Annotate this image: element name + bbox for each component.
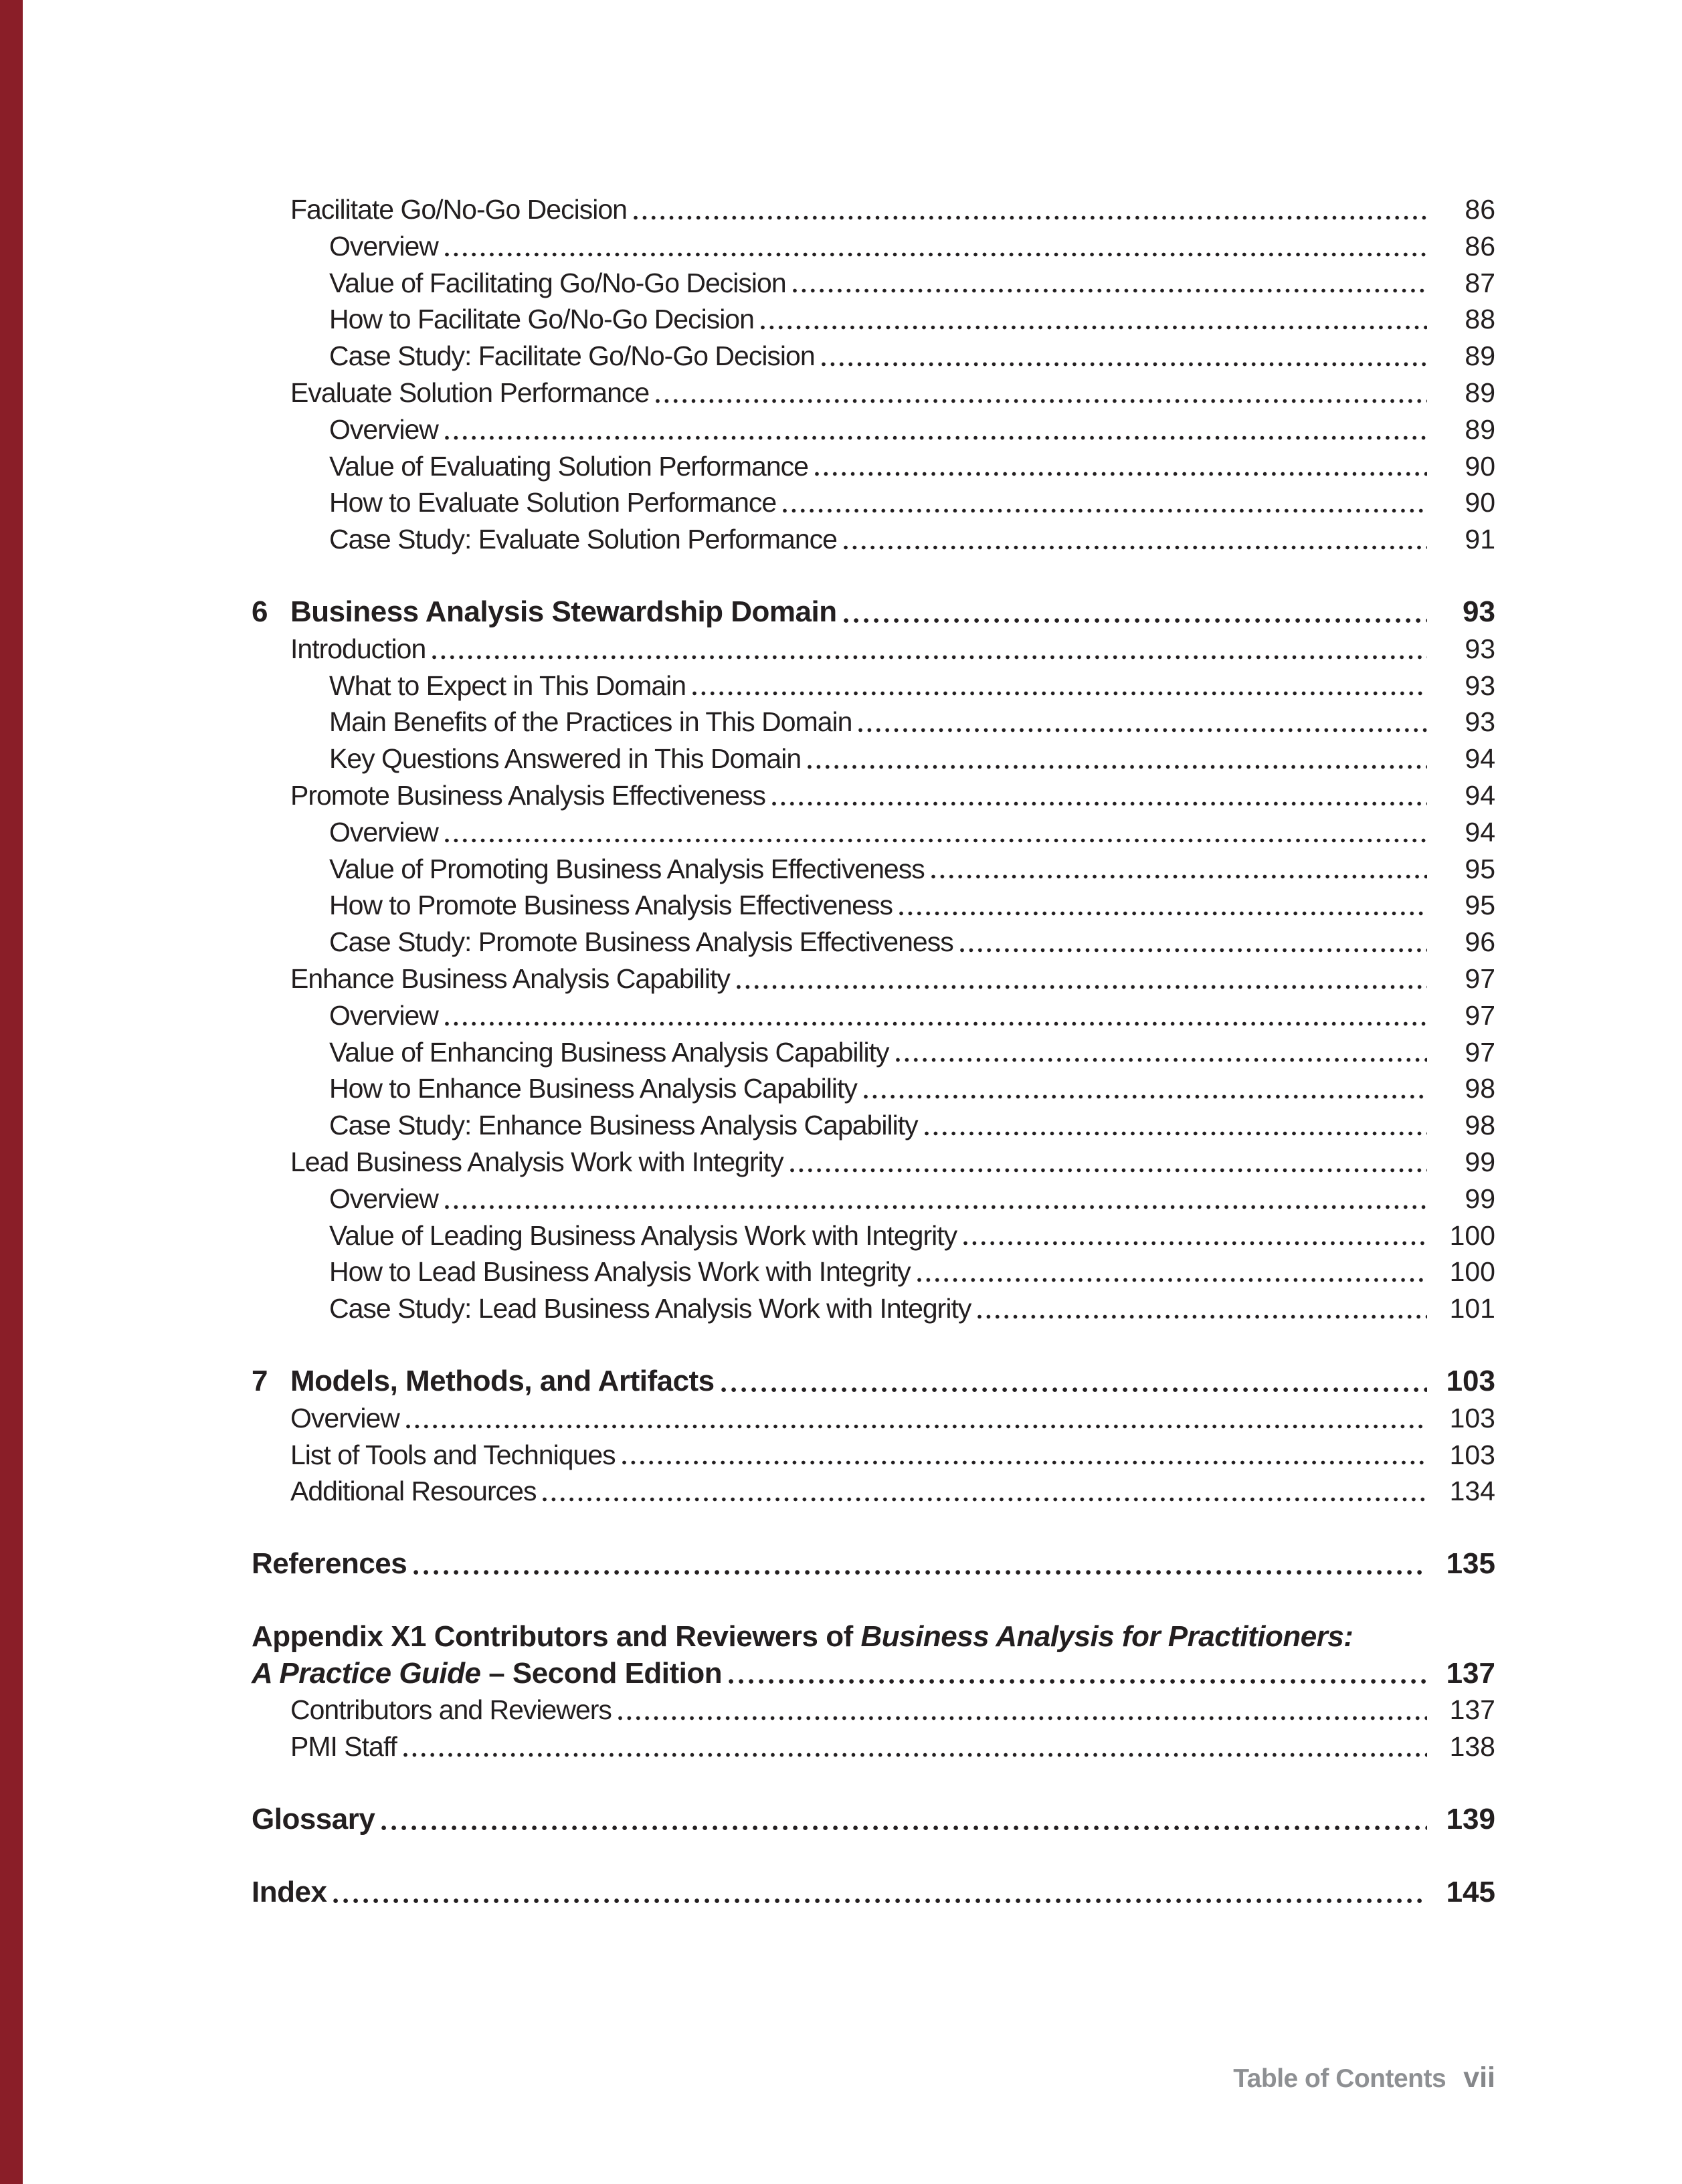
appendix-heading-line2 xyxy=(252,1656,722,1692)
toc-entry-label: Overview xyxy=(329,999,438,1031)
dot-leader xyxy=(445,997,1427,1034)
toc-entry-label: Value of Enhancing Business Analysis Capability xyxy=(329,1036,889,1068)
toc-entry-label: Evaluate Solution Performance xyxy=(290,377,650,408)
dot-leader xyxy=(896,1034,1427,1071)
footer-section-label: Table of Contents xyxy=(1233,2064,1446,2093)
appendix-prefix: Appendix X1 Contributors and Reviewers of xyxy=(252,1619,861,1653)
page-number: 93 xyxy=(1465,633,1495,664)
toc-row xyxy=(252,1181,1495,1217)
page-number: 88 xyxy=(1465,304,1495,335)
toc-entry-label: How to Lead Business Analysis Work with Integrity xyxy=(329,1256,911,1288)
section-heading: Index xyxy=(252,1875,327,1908)
dot-leader xyxy=(737,961,1427,997)
toc-list xyxy=(252,191,1495,1911)
toc-entry-label: Overview xyxy=(329,1183,438,1214)
dot-leader xyxy=(864,1070,1427,1107)
dot-leader xyxy=(925,1107,1427,1144)
dot-leader xyxy=(783,484,1427,521)
toc-gap xyxy=(252,1838,1495,1874)
toc-entry-label: PMI Staff xyxy=(290,1731,397,1763)
page-number: 86 xyxy=(1465,230,1495,262)
toc-row xyxy=(252,887,1495,924)
toc-row xyxy=(252,1290,1495,1327)
toc-row xyxy=(252,1070,1495,1107)
toc-entry-label: Case Study: Facilitate Go/No-Go Decision xyxy=(329,340,815,372)
page-number: 90 xyxy=(1465,487,1495,518)
page-number: 94 xyxy=(1465,779,1495,811)
page-number: 100 xyxy=(1449,1256,1495,1288)
toc-row xyxy=(252,375,1495,411)
toc-row xyxy=(252,228,1495,265)
toc-row xyxy=(252,961,1495,997)
dot-leader xyxy=(618,1692,1427,1728)
dot-leader xyxy=(445,411,1427,448)
toc-row xyxy=(252,1656,1495,1692)
toc-row xyxy=(252,1107,1495,1144)
toc-entry-label: Lead Business Analysis Work with Integrity xyxy=(290,1146,783,1177)
dot-leader xyxy=(445,1181,1427,1217)
dot-leader xyxy=(432,631,1427,668)
toc-gap xyxy=(252,1765,1495,1801)
toc-entry-label: What to Expect in This Domain xyxy=(329,670,686,701)
toc-row xyxy=(252,411,1495,448)
page-number: 103 xyxy=(1446,1364,1495,1397)
page-number: 95 xyxy=(1465,853,1495,884)
toc-entry-label: Value of Facilitating Go/No-Go Decision xyxy=(329,267,786,298)
toc-row xyxy=(252,668,1495,704)
toc-row xyxy=(252,1144,1495,1181)
page-number: 103 xyxy=(1449,1439,1495,1470)
appendix-heading-line1 xyxy=(252,1619,1353,1656)
toc-entry-label: Value of Leading Business Analysis Work with Integrity xyxy=(329,1219,957,1251)
page-number: 97 xyxy=(1465,1036,1495,1068)
dot-leader xyxy=(622,1437,1427,1474)
toc-row xyxy=(252,1546,1495,1583)
dot-leader xyxy=(808,740,1427,777)
dot-leader xyxy=(960,924,1427,961)
dot-leader xyxy=(403,1728,1427,1765)
toc-entry-label: Key Questions Answered in This Domain xyxy=(329,743,802,775)
page-number: 98 xyxy=(1465,1073,1495,1104)
toc-row xyxy=(252,1363,1495,1400)
dot-leader xyxy=(772,777,1427,814)
dot-leader xyxy=(761,301,1427,338)
page-number: 137 xyxy=(1449,1694,1495,1726)
page-number: 101 xyxy=(1449,1293,1495,1324)
dot-leader xyxy=(822,338,1427,375)
toc-row xyxy=(252,1801,1495,1838)
chapter-title: Models, Methods, and Artifacts xyxy=(290,1364,715,1397)
page-number: 89 xyxy=(1465,377,1495,408)
toc-entry-label: List of Tools and Techniques xyxy=(290,1439,616,1470)
dot-leader xyxy=(790,1144,1427,1181)
dot-leader xyxy=(931,851,1427,888)
toc-row xyxy=(252,777,1495,814)
toc-entry-label: Overview xyxy=(329,816,438,848)
page-number: 91 xyxy=(1465,524,1495,555)
toc-row xyxy=(252,924,1495,961)
dot-leader xyxy=(381,1801,1427,1838)
toc-entry-label: Case Study: Enhance Business Analysis Capability xyxy=(329,1110,918,1141)
page-number: 139 xyxy=(1446,1803,1495,1836)
dot-leader xyxy=(977,1290,1427,1327)
page-number: 95 xyxy=(1465,890,1495,921)
page-number: 134 xyxy=(1449,1476,1495,1507)
toc-entry-label: Case Study: Lead Business Analysis Work with Integrity xyxy=(329,1293,971,1324)
page-number: 97 xyxy=(1465,999,1495,1031)
page-number: 90 xyxy=(1465,450,1495,482)
toc-row xyxy=(252,265,1495,302)
dot-leader xyxy=(656,375,1427,411)
toc-row xyxy=(252,631,1495,668)
toc-row xyxy=(252,851,1495,888)
dot-leader xyxy=(692,668,1427,704)
dot-leader xyxy=(844,594,1427,631)
toc-gap xyxy=(252,558,1495,594)
page-number: 96 xyxy=(1465,926,1495,958)
toc-entry-label: How to Evaluate Solution Performance xyxy=(329,487,777,518)
page-number: 99 xyxy=(1465,1146,1495,1177)
toc-row xyxy=(252,1728,1495,1765)
dot-leader xyxy=(844,521,1427,558)
dot-leader xyxy=(406,1400,1427,1437)
page-number: 87 xyxy=(1465,267,1495,298)
page-number: 145 xyxy=(1446,1875,1495,1908)
page-number: 138 xyxy=(1449,1731,1495,1763)
toc-row xyxy=(252,1217,1495,1254)
toc-row xyxy=(252,1473,1495,1510)
page-number: 135 xyxy=(1446,1547,1495,1581)
toc-row xyxy=(252,338,1495,375)
appendix-book-title: Business Analysis for Practitioners: xyxy=(860,1619,1353,1653)
page-number: 98 xyxy=(1465,1110,1495,1141)
toc-gap xyxy=(252,1583,1495,1619)
dot-leader xyxy=(333,1874,1427,1911)
left-accent-stripe xyxy=(0,0,23,2184)
toc-row xyxy=(252,704,1495,740)
dot-leader xyxy=(543,1473,1427,1510)
toc-row xyxy=(252,740,1495,777)
toc-entry-label: Case Study: Promote Business Analysis Effectiveness xyxy=(329,926,953,958)
toc-entry-label: Contributors and Reviewers xyxy=(290,1694,612,1726)
page-number: 103 xyxy=(1449,1402,1495,1433)
dot-leader xyxy=(815,448,1427,485)
page-number: 93 xyxy=(1465,706,1495,738)
footer-page-number: vii xyxy=(1463,2062,1495,2094)
toc-gap xyxy=(252,1510,1495,1546)
toc-entry-label: Main Benefits of the Practices in This Domain xyxy=(329,706,852,738)
toc-row xyxy=(252,521,1495,558)
toc-entry-label: How to Enhance Business Analysis Capability xyxy=(329,1073,857,1104)
page-number: 100 xyxy=(1449,1219,1495,1251)
page-footer xyxy=(1233,2062,1495,2094)
page-number: 99 xyxy=(1465,1183,1495,1214)
dot-leader xyxy=(729,1656,1427,1692)
toc-row xyxy=(252,448,1495,485)
toc-row xyxy=(252,1692,1495,1728)
toc-entry-label: Promote Business Analysis Effectiveness xyxy=(290,779,765,811)
dot-leader xyxy=(413,1546,1427,1583)
appendix-book-title-continued: A Practice Guide xyxy=(252,1656,481,1690)
toc-row xyxy=(252,1437,1495,1474)
toc-row xyxy=(252,1034,1495,1071)
toc-row xyxy=(252,814,1495,851)
page-number: 93 xyxy=(1463,595,1495,628)
toc-entry-label: How to Facilitate Go/No-Go Decision xyxy=(329,304,754,335)
page-number: 94 xyxy=(1465,816,1495,848)
section-heading: Glossary xyxy=(252,1803,375,1836)
toc-row xyxy=(252,1619,1495,1656)
page-number: 89 xyxy=(1465,413,1495,445)
appendix-edition-label: – Second Edition xyxy=(480,1656,723,1690)
toc-entry-label: Additional Resources xyxy=(290,1476,537,1507)
chapter-number: 7 xyxy=(252,1364,268,1397)
page-number: 137 xyxy=(1446,1656,1495,1690)
toc-row xyxy=(252,594,1495,631)
toc-entry-label: Overview xyxy=(290,1402,399,1433)
page-number: 94 xyxy=(1465,743,1495,775)
dot-leader xyxy=(963,1217,1427,1254)
toc-row xyxy=(252,1874,1495,1911)
page-number: 93 xyxy=(1465,670,1495,701)
toc-entry-label: Overview xyxy=(329,413,438,445)
toc-row xyxy=(252,301,1495,338)
page-number: 97 xyxy=(1465,963,1495,994)
chapter-number: 6 xyxy=(252,595,268,628)
dot-leader xyxy=(445,228,1427,265)
toc-entry-label: Value of Promoting Business Analysis Effectiveness xyxy=(329,853,925,884)
toc-row xyxy=(252,997,1495,1034)
page-number: 86 xyxy=(1465,194,1495,225)
section-heading: References xyxy=(252,1547,407,1581)
dot-leader xyxy=(899,887,1427,924)
toc-gap xyxy=(252,1327,1495,1363)
dot-leader xyxy=(793,265,1427,302)
dot-leader xyxy=(917,1254,1427,1290)
chapter-title: Business Analysis Stewardship Domain xyxy=(290,595,837,628)
toc-entry-label: Value of Evaluating Solution Performance xyxy=(329,450,808,482)
toc-row xyxy=(252,1254,1495,1290)
dot-leader xyxy=(721,1363,1427,1400)
toc-entry-label: How to Promote Business Analysis Effectiveness xyxy=(329,890,893,921)
page-number: 89 xyxy=(1465,340,1495,372)
toc-entry-label: Enhance Business Analysis Capability xyxy=(290,963,730,994)
toc-entry-label: Case Study: Evaluate Solution Performance xyxy=(329,524,837,555)
toc-row xyxy=(252,484,1495,521)
toc-row xyxy=(252,191,1495,228)
toc-row xyxy=(252,1400,1495,1437)
dot-leader xyxy=(445,814,1427,851)
dot-leader xyxy=(858,704,1427,740)
toc-entry-label: Introduction xyxy=(290,633,426,664)
toc-entry-label: Overview xyxy=(329,230,438,262)
dot-leader xyxy=(634,191,1427,228)
toc-entry-label: Facilitate Go/No-Go Decision xyxy=(290,194,627,225)
